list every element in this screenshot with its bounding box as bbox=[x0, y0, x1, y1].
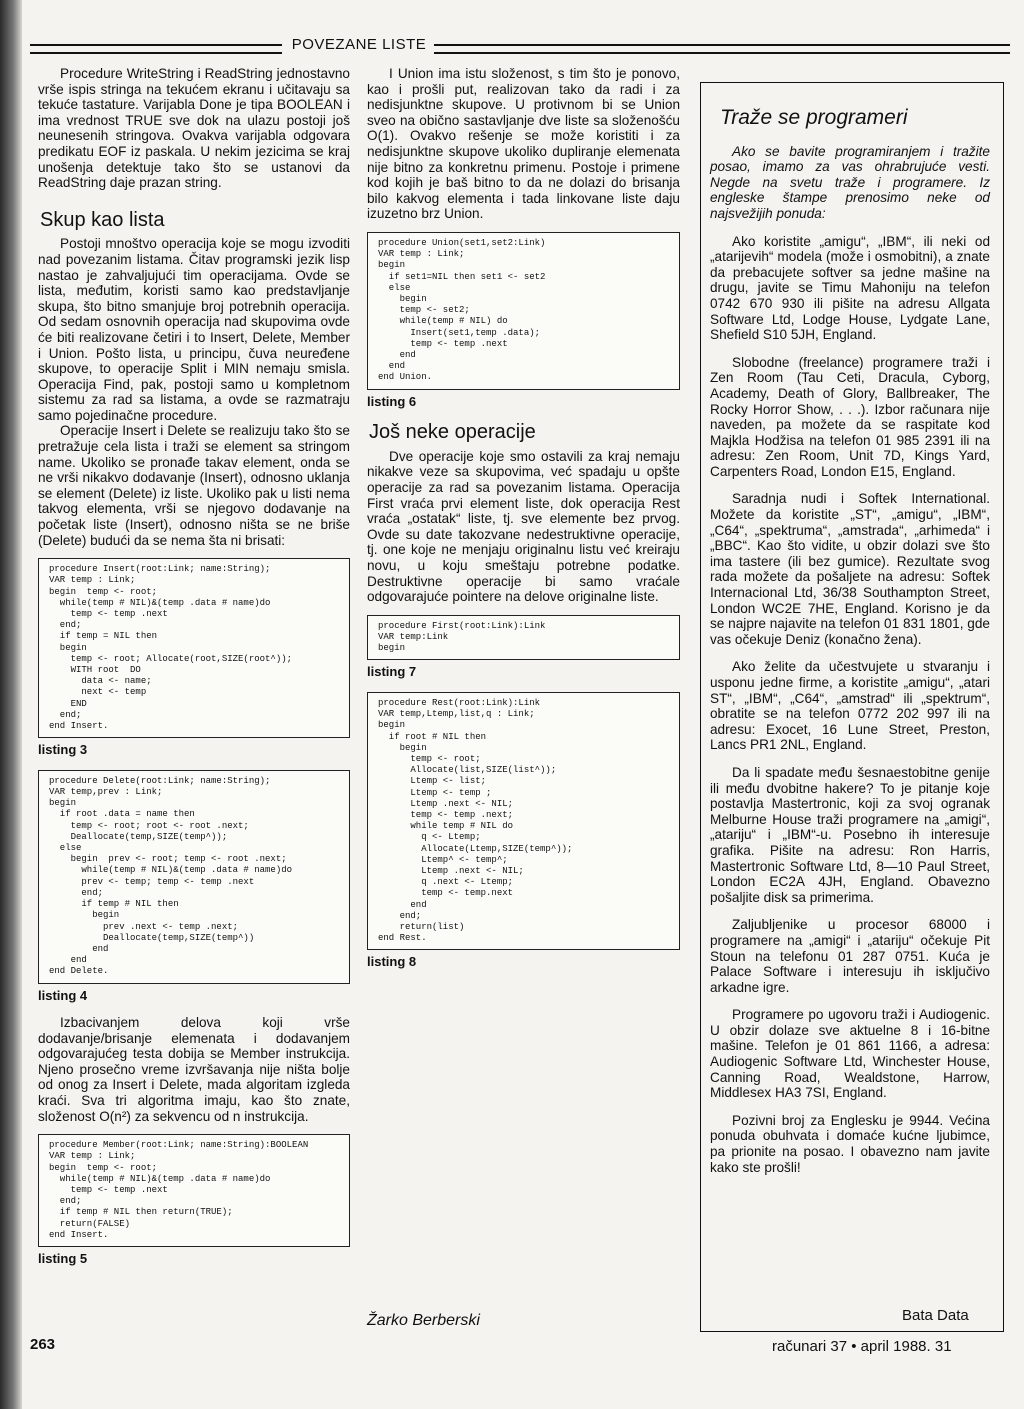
header-rule-right bbox=[434, 44, 1010, 54]
sidebar-programeri bbox=[700, 82, 1002, 1187]
code-listing-5: procedure Member(root:Link; name:String):BOOLEAN VAR temp : Link; begin temp <- root; while(temp # NIL)&(temp .data # name)do temp <- temp .next end; if temp # NIL then return(TRUE); return(FALSE) end Insert. bbox=[38, 1134, 350, 1247]
sidebar-title: Traže se programeri bbox=[720, 106, 908, 129]
sidebar-intro: Ako se bavite programiranjem i tražite posao, imamo za vas ohrabrujuće vesti. Negde na svetu traže i programere. Iz engleske štampe prenosimo neke od najsvežijih ponuda: bbox=[710, 143, 990, 221]
paragraph: Dve operacije koje smo ostavili za kraj nemaju nikakve veze sa skupovima, već spadaju u opšte operacije za rad sa povezanim listama. Operacija First vraća prvi element liste, dok operacija Rest vraća „ostatak“ liste, tj. sve elemente bez prvog. Ovde su date takozvane nedestruktivne operacije, tj. one koje ne menjaju originalnu listu već kreiraju novu, u koju smeštaju potrebne podatke. Destruktivne operacije bi samo vraćale odgovarajuće pointere na delove originalne liste. bbox=[367, 448, 680, 605]
paragraph: Saradnja nudi i Softek International. Možete da koristite „ST“, „amigu“, „IBM“, „C64“, „spektruma“, „amstrada“, „arhimeda“ i „BBC“. Kao što vidite, u obzir dolazi sve što ima tastere (ili bez gumice). Rezultate svog rada možete da pošaljete na adresu: Softek Internacional Ltd, 36/38 Southampton Street, London WC2E 7HE, England. Korisno je da se najpre najavite na telefon 01 831 1801, gde vas očekuje Deniz (konačno žena). bbox=[710, 491, 990, 647]
paragraph: Procedure WriteString i ReadString jednostavno vrše ispis stringa na tekućem ekranu i učitavaju sa tekuće tastature. Varijabla Done je tipa BOOLEAN i ima vrednost TRUE sve dok na ulazu postoji još neunesenih stringova. Ovakva varijabla odgovara predikatu EOF iz paskala. U nekim jezicima se kraj unošenja detektuje tako što se ustanovi da ReadString daje prazan string. bbox=[38, 66, 350, 191]
listing-caption-3: listing 3 bbox=[38, 742, 88, 758]
paragraph: Pozivni broj za Englesku je 9944. Većina ponuda obuhvata i domaće kućne ljubimce, pa prionite na posao. I obavezno nam javite kako ste prošli! bbox=[710, 1112, 990, 1175]
page-binding-shadow bbox=[0, 0, 22, 1409]
paragraph: Ako želite da učestvujete u stvaranju i usponu jedne firme, a koristite „amigu“, „atari ST“, „IBM“, „C64“, „amstrad“ ili „spektrum“, obratite se na telefon 0772 202 997 ili na adresu: Exocet, 16 Lune Street, Preston, Lancs PR1 2NL, England. bbox=[710, 659, 990, 753]
paragraph: Izbacivanjem delova koji vrše dodavanje/brisanje elemenata i dodavanjem odgovarajućeg testa dobija se Member instrukcija. Njeno prosečno vreme izvršavanja nije ništa bolje od onog za Insert i Delete, mada algoritam izgleda kraći. Sva tri algoritma imaju, kao što znate, složenost O(n²) za sekvencu od n instrukcija. bbox=[38, 1015, 350, 1124]
paragraph: I Union ima istu složenost, s tim što je ponovo, kao i prošli put, realizovan tako da radi i za nedisjunktne skupove. U protivnom bi se Union sveo na obično sastavljanje dve liste sa složenošću O(1). Ovakvo rešenje se može koristiti i za nedisjunktne skupove ukoliko dupliranje elemenata nije bitno za konkretnu primenu. Postoje i primene kod kojih je baš bitno to da ne dolazi do brisanja bilo kakvog elementa i tada linkovane liste daju izuzetno brz Union. bbox=[367, 66, 680, 222]
listing-caption-8: listing 8 bbox=[367, 954, 417, 970]
listing-caption-4: listing 4 bbox=[38, 987, 88, 1003]
paragraph: Ako koristite „amigu“, „IBM“, ili neki od „atarijevih“ modela (može i osmobitni), a znate da prebacujete softver sa jedne mašine na drugu, javite se Timu Mahoniju na telefon 0742 670 930 ili pišite na adresu Allgata Software Ltd, Lodge House, Lydgate Lane, Shefield S10 5JH, England. bbox=[710, 233, 990, 343]
paragraph: Operacije Insert i Delete se realizuju tako što se pretražuje cela lista i traži se element sa stringom name. Ukoliko se pronađe takav element, onda se ne vrši nikakvo dodavanje (Insert), odnosno uklanja se element (Delete) iz liste. Ukoliko pak u listi nema takvog elementa, vrši se njegovo dodavanje na početak liste (Insert), odnosno ništa se ne briše (Delete) budući da se nema šta ni brisati: bbox=[38, 423, 350, 548]
page-number-left: 263 bbox=[30, 1336, 56, 1353]
page-footer: računari 37 • april 1988. 31 bbox=[772, 1338, 952, 1355]
code-listing-8: procedure Rest(root:Link):Link VAR temp,Ltemp,list,q : Link; begin if root # NIL then begin temp <- root; Allocate(list,SIZE(list^)); Ltemp <- list; Ltemp <- temp ; Ltemp .next <- NIL; temp <- temp .next; while temp # NIL do q <- Ltemp; Allocate(Ltemp,SIZE(temp^)); Ltemp^ <- temp^; Ltemp .next <- NIL; q .next <- Ltemp; temp <- temp.next end end; return(list) end Rest. bbox=[367, 692, 680, 950]
paragraph: Zaljubljenike u procesor 68000 i programere na „amigi“ i „atariju“ očekuje Pit Stoun na telefonu 01 287 0751. Kuća je Palace Software i interesuju ih isključivo arkadne igre. bbox=[710, 917, 990, 995]
column-left bbox=[38, 66, 350, 1279]
page-header bbox=[30, 38, 1010, 56]
header-rule-left bbox=[30, 44, 282, 54]
paragraph: Slobodne (freelance) programere traži i Zen Room (Tau Ceti, Dracula, Cyborg, Academy, Death of Glory, Ballbreaker, The Rocky Horror Show, . . .). Izbor računara nije naveden, pa možete da se raspitate kod Majkla Hodžisa na telefon 01 985 2391 ili na adresu: Zen Room, Unit 7D, Kings Yard, Carpenters Road, London E15, England. bbox=[710, 354, 990, 479]
listing-caption-5: listing 5 bbox=[38, 1251, 88, 1267]
code-listing-7: procedure First(root:Link):Link VAR temp:Link begin bbox=[367, 615, 680, 661]
code-listing-3: procedure Insert(root:Link; name:String); VAR temp : Link; begin temp <- root; while(temp # NIL)&(temp .data # name)do temp <- temp .next end; if temp = NIL then begin temp <- root; Allocate(root,SIZE(root^)); WITH root DO data <- name; next <- temp END end; end Insert. bbox=[38, 558, 350, 738]
listing-caption-6: listing 6 bbox=[367, 393, 417, 409]
paragraph: Da li spadate među šesnaestobitne genije ili među dvobitne hakere? To je pitanje koje postavlja Mastertronic, koji za svoj ogranak Melburne House traži programere na „amigi“, „atariju“ i „IBM“-u. Posebno ih interesuje grafika. Pišite na adresu: Ron Harris, Mastertronic Software Ltd, 8—10 Paul Street, London EC2A 4JH, England. Obavezno pošaljite disk sa primerima. bbox=[710, 764, 990, 905]
paragraph: Postoji mnoštvo operacija koje se mogu izvoditi nad povezanim listama. Čitav programski jezik lisp nastao je zahvaljujući tim operacijama. Ovde se lista, međutim, koristi samo kao predstavljanje skupa, što bitno smanjuje broj potrebnih operacija. Od sedam osnovnih operacija nad skupovima ovde će biti realizovane četiri i to Insert, Delete, Member i Union. Pošto lista, u principu, čuva neuređene skupove, to operacije Split i MIN nemaju smisla. Operacija Find, pak, postoji samo u kompletnom sistemu za rad sa listama, a ovde se razmatraju samo pojedinačne procedure. bbox=[38, 236, 350, 423]
sidebar-signature: Bata Data bbox=[902, 1307, 969, 1324]
code-listing-6: procedure Union(set1,set2:Link) VAR temp : Link; begin if set1=NIL then set1 <- set2 else begin temp <- set2; while(temp # NIL) do Insert(set1,temp .data); temp <- temp .next end end end Union. bbox=[367, 232, 680, 390]
article-author: Žarko Berberski bbox=[367, 1312, 480, 1329]
header-title: POVEZANE LISTE bbox=[291, 36, 427, 53]
code-listing-4: procedure Delete(root:Link; name:String); VAR temp,prev : Link; begin if root .data = name then temp <- root; root <- root .next; Deallocate(temp,SIZE(temp^)); else begin prev <- root; temp <- root .next; while(temp # NIL)&(temp .data # name)do prev <- temp; temp <- temp .next end; if temp # NIL then begin prev .next <- temp .next; Deallocate(temp,SIZE(temp^)) end end end Delete. bbox=[38, 770, 350, 984]
column-middle bbox=[367, 66, 680, 982]
listing-caption-7: listing 7 bbox=[367, 664, 417, 680]
section-heading-skup: Skup kao lista bbox=[40, 208, 165, 231]
section-heading-jos: Još neke operacije bbox=[369, 421, 536, 444]
paragraph: Programere po ugovoru traži i Audiogenic. U obzir dolaze sve aktuelne 8 i 16-bitne mašine. Telefon je 01 861 1166, a adresa: Audiogenic Software Ltd, Winchester House, Canning Road, Wealdstone, Harrow, Middlesex HA3 7SI, England. bbox=[710, 1007, 990, 1101]
